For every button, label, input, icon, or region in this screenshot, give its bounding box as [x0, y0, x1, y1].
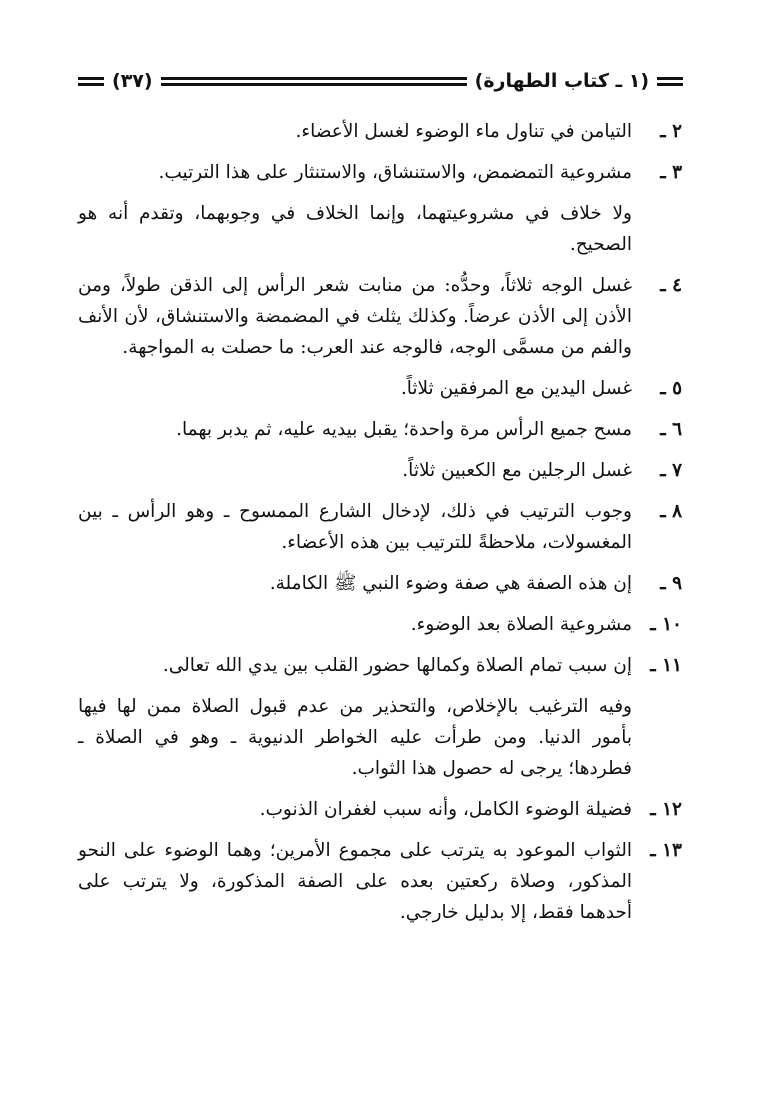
item-text: فضيلة الوضوء الكامل، وأنه سبب لغفران الذنوب. — [259, 799, 632, 820]
list-item — [78, 568, 682, 599]
item-text: إن هذه الصفة هي صفة وضوء النبي ﷺ الكاملة. — [269, 573, 632, 594]
item-text: مسح جميع الرأس مرة واحدة؛ يقبل بيديه عليه، ثم يدبر بهما. — [176, 419, 632, 440]
list-item — [78, 157, 682, 188]
running-header — [78, 66, 683, 96]
item-number: ٢ ـ — [660, 121, 682, 142]
list-item — [78, 414, 682, 445]
list-item — [78, 835, 682, 928]
chapter-title: (١ ـ كتاب الطهارة) — [474, 70, 649, 92]
item-text: غسل الوجه ثلاثاً، وحدُّه: من منابت شعر الرأس إلى الذقن طولاً، ومن الأذن إلى الأذن عرضاً. وكذلك يثلث في المضمضة والاستنشاق، لأن الأنف والفم من مسمَّى الوجه، فالوجه عند العرب: ما حصلت به المواجهة. — [78, 275, 632, 358]
item-text: وجوب الترتيب في ذلك، لإدخال الشارع الممسوح ـ وهو الرأس ـ بين المغسولات، ملاحظةً للترتيب بين هذه الأعضاء. — [78, 501, 632, 553]
item-number: ١٣ ـ — [650, 840, 682, 861]
item-text: إن سبب تمام الصلاة وكمالها حضور القلب بين يدي الله تعالى. — [162, 655, 632, 676]
list-item — [78, 455, 682, 486]
item-note: وفيه الترغيب بالإخلاص، والتحذير من عدم قبول الصلاة ممن لها فيها بأمور الدنيا. ومن طرأت عليه الخواطر الدنيوية ـ وهو في الصلاة ـ فطردها؛ يرجى له حصول هذا الثواب. — [78, 696, 632, 779]
item-text: غسل اليدين مع المرفقين ثلاثاً. — [400, 378, 632, 399]
item-text: مشروعية الصلاة بعد الوضوء. — [410, 614, 632, 635]
item-text: التيامن في تناول ماء الوضوء لغسل الأعضاء. — [295, 121, 632, 142]
item-number: ٩ ـ — [660, 573, 682, 594]
item-number: ١١ ـ — [650, 655, 682, 676]
item-number: ٣ ـ — [660, 162, 682, 183]
list-item — [78, 496, 682, 558]
item-number: ١٠ ـ — [650, 614, 682, 635]
item-number: ٤ ـ — [660, 275, 682, 296]
item-text: غسل الرجلين مع الكعبين ثلاثاً. — [402, 460, 632, 481]
header-ornament-right — [657, 77, 683, 86]
list-item — [78, 116, 682, 147]
item-number: ٦ ـ — [660, 419, 682, 440]
item-text: الثواب الموعود به يترتب على مجموع الأمرين؛ وهما الوضوء على النحو المذكور، وصلاة ركعتين بعده على الصفة المذكورة، ولا يترتب على أحدهما فقط، إلا بدليل خارجي. — [78, 840, 632, 923]
header-ornament-left — [78, 77, 104, 86]
list-item — [78, 373, 682, 404]
list-item — [78, 270, 682, 363]
item-note: ولا خلاف في مشروعيتهما، وإنما الخلاف في وجوبهما، وتقدم أنه هو الصحيح. — [78, 203, 632, 255]
header-rule — [161, 77, 467, 86]
list-item — [78, 794, 682, 825]
page-number: (٣٧) — [112, 70, 153, 92]
item-number: ٧ ـ — [660, 460, 682, 481]
item-number: ٥ ـ — [660, 378, 682, 399]
list-item — [78, 650, 682, 681]
item-number: ٨ ـ — [660, 501, 682, 522]
list-item — [78, 609, 682, 640]
item-text: مشروعية التمضمض، والاستنشاق، والاستنثار على هذا الترتيب. — [158, 162, 632, 183]
item-number: ١٢ ـ — [650, 799, 682, 820]
page-body — [78, 116, 682, 938]
